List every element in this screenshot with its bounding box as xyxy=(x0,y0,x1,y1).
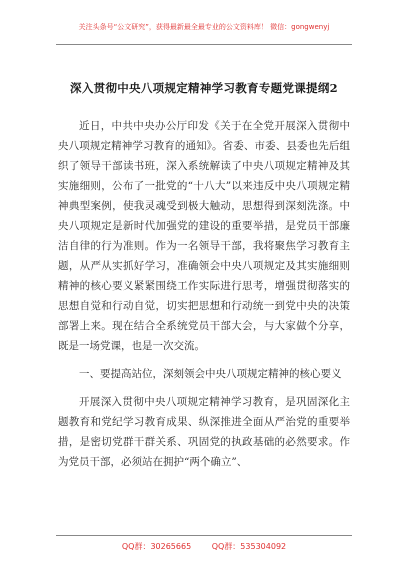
document-body xyxy=(58,116,350,480)
footer-qq-group-1: QQ群：30265665 xyxy=(121,542,192,551)
header-notice: 关注头条号“公文研究”，获得最新最全最专业的公文资料库！ 微信：gongwenyj xyxy=(78,23,330,31)
footer xyxy=(0,541,408,552)
header-divider xyxy=(56,44,352,45)
footer-divider xyxy=(56,535,352,536)
paragraph-intro: 近日，中共中央办公厅印发《关于在全党开展深入贯彻中央八项规定精神学习教育的通知》。省委、市委、县委也先后组织了领导干部读书班，深入系统解读了中央八项规定精神及其实施细则，公布了一批党的“十八大”以来违反中央八项规定精神典型案例，使我灵魂受到极大触动，思想得到深刻洗涤。中央八项规定是新时代加强党的建设的重要举措，是党员干部廉洁自律的行为准则。作为一名领导干部，我将聚焦学习教育主题，从严从实抓好学习，准确领会中央八项规定及其实施细则精神的核心要义紧紧围绕工作实际进行思考，增强贯彻落实的思想自觉和行动自觉，切实把思想和行动统一到党中央的决策部署上来。现在结合全系统党员干部大会，与大家做个分享，既是一场党课，也是一次交流。 xyxy=(58,120,350,352)
document-title: 深入贯彻中央八项规定精神学习教育专题党课提纲2 xyxy=(70,81,338,95)
footer-qq-group-2: QQ群：535304092 xyxy=(211,542,287,551)
paragraph-section-1: 开展深入贯彻中央八项规定精神学习教育，是巩固深化主题教育和党纪学习教育成果、纵深推进全面从严治党的重要举措，是密切党群干群关系、巩固党的执政基础的必然要求。作为党员干部，必须站在拥护“两个确立”、 xyxy=(58,396,350,468)
section-heading: 一、要提高站位，深刻领会中央八项规定精神的核心要义 xyxy=(79,368,342,380)
